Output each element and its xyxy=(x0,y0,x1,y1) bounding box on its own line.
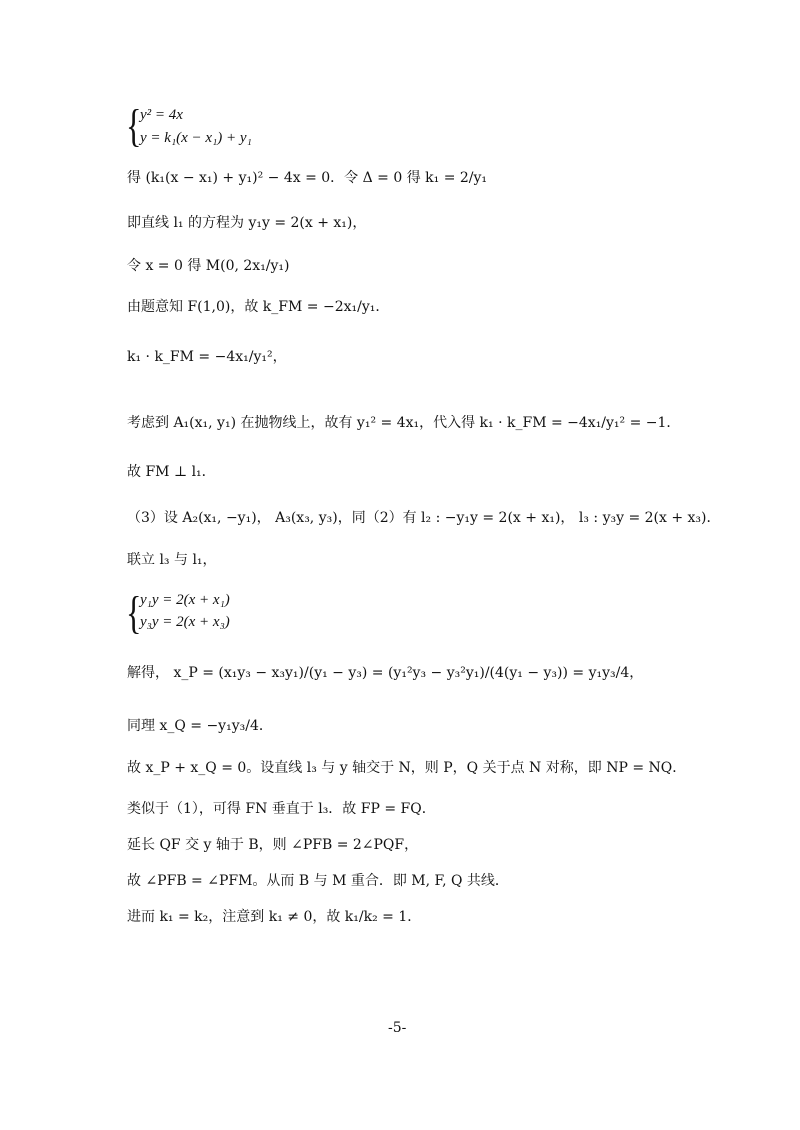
text-line-7: 故 FM ⊥ l₁． xyxy=(127,464,216,480)
text-line-15: 故 ∠PFB = ∠PFM。从而 B 与 M 重合．即 M, F, Q 共线． xyxy=(127,873,509,889)
left-brace: { xyxy=(126,587,142,638)
text-line-1: 得 (k₁(x − x₁) + y₁)² − 4x = 0．令 Δ = 0 得 k₁ = 2/y₁ xyxy=(127,170,488,186)
system1-eq2: y = k₁(x − x₁) + y₁ xyxy=(140,130,252,146)
page-number: -5- xyxy=(388,1020,407,1036)
text-line-3: 令 x = 0 得 M(0, 2x₁/y₁) xyxy=(127,258,290,274)
left-brace: { xyxy=(126,100,142,151)
text-line-12: 故 x_P + x_Q = 0。设直线 l₃ 与 y 轴交于 N，则 P，Q 关于点 N 对称，即 NP = NQ． xyxy=(127,760,687,776)
text-line-11: 同理 x_Q = −y₁y₃/4． xyxy=(127,718,273,734)
system1-eq1: y² = 4x xyxy=(140,107,183,123)
text-line-13: 类似于（1），可得 FN 垂直于 l₃．故 FP = FQ． xyxy=(127,801,436,817)
text-line-2: 即直线 l₁ 的方程为 y₁y = 2(x + x₁)， xyxy=(127,215,367,231)
text-line-5: k₁ · k_FM = −4x₁/y₁²， xyxy=(127,349,287,365)
text-line-9: 联立 l₃ 与 l₁， xyxy=(127,552,217,568)
text-line-16: 进而 k₁ = k₂，注意到 k₁ ≠ 0，故 k₁/k₂ = 1． xyxy=(127,909,422,925)
text-line-8: （3）设 A₂(x₁, −y₁)， A₃(x₃, y₃)，同（2）有 l₂ : −y₁y = 2(x + x₁)， l₃ : y₃y = 2(x + x₃)． xyxy=(127,510,721,526)
text-line-14: 延长 QF 交 y 轴于 B，则 ∠PFB = 2∠PQF， xyxy=(127,837,419,853)
system2-eq2: y₃y = 2(x + x₃) xyxy=(140,614,230,630)
text-line-10: 解得， x_P = (x₁y₃ − x₃y₁)/(y₁ − y₃) = (y₁²y₃ − y₃²y₁)/(4(y₁ − y₃)) = y₁y₃/4， xyxy=(127,665,644,681)
system2-eq1: y₁y = 2(x + x₁) xyxy=(140,592,230,608)
text-line-4: 由题意知 F(1,0)，故 k_FM = −2x₁/y₁． xyxy=(127,299,390,315)
text-line-6: 考虑到 A₁(x₁, y₁) 在抛物线上，故有 y₁² = 4x₁，代入得 k₁ · k_FM = −4x₁/y₁² = −1． xyxy=(127,415,681,431)
